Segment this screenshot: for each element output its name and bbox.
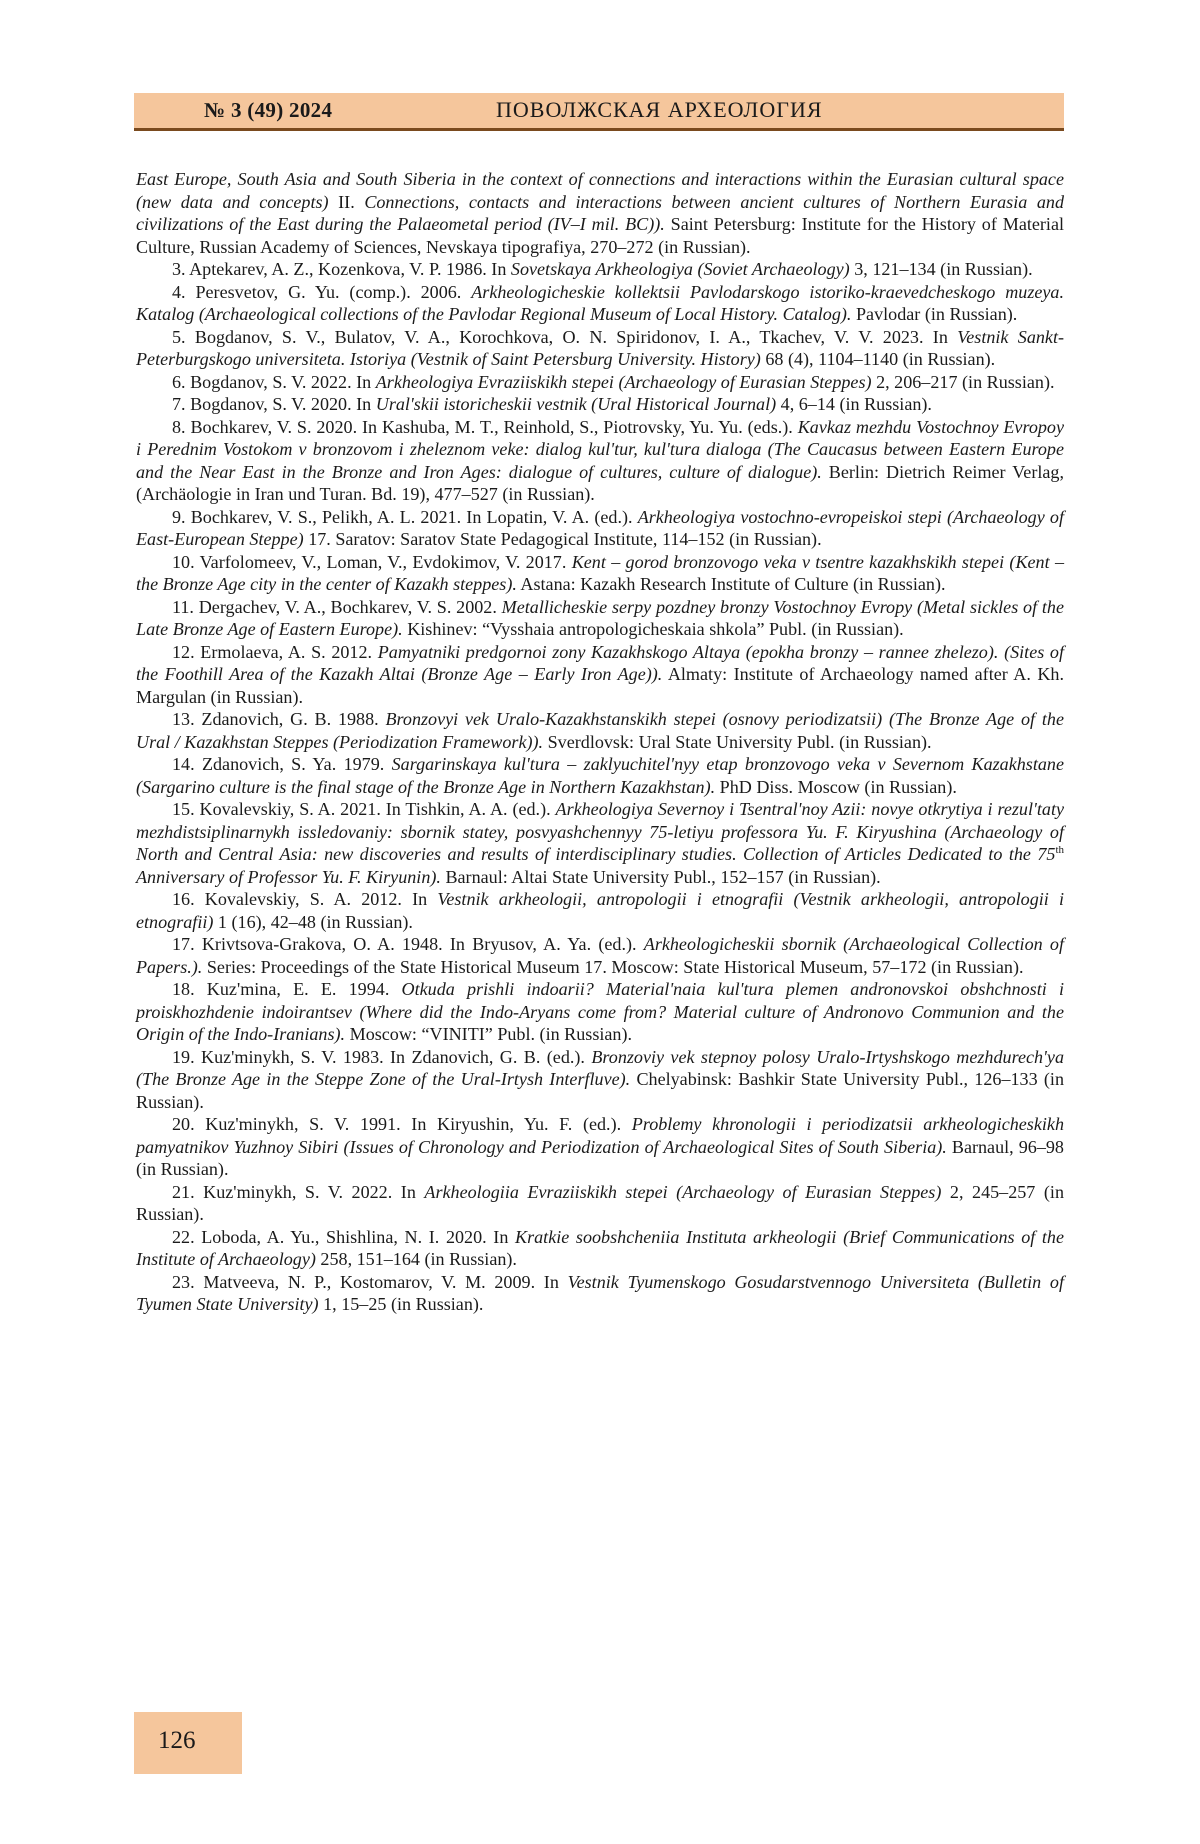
reference-text: Astana: Kazakh Research Institute of Culture (in Russian). [517, 574, 946, 594]
reference-text: 20. Kuz'minykh, S. V. 1991. In Kiryushin, Yu. F. (ed.). [172, 1114, 632, 1134]
reference-title: Sovetskaya Arkheologiya (Soviet Archaeology) [511, 259, 850, 279]
reference-text: 22. Loboda, A. Yu., Shishlina, N. I. 2020. In [172, 1227, 515, 1247]
reference-list [136, 168, 1064, 1316]
reference-text: 2, 245–257 (in Russian). [136, 1182, 1064, 1225]
page-number: 126 [158, 1727, 196, 1755]
page-number-box [134, 1712, 242, 1774]
reference-text: 8. Bochkarev, V. S. 2020. In Kashuba, M. T., Reinhold, S., Piotrovsky, Yu. Yu. (eds.). [172, 417, 798, 437]
reference-item [136, 416, 1064, 506]
reference-text: Barnaul, 96–98 (in Russian). [136, 1137, 1064, 1180]
reference-text: 5. Bogdanov, S. V., Bulatov, V. A., Korochkova, O. N. Spiridonov, I. A., Tkachev, V. V. 2023. In [172, 327, 957, 347]
reference-text: 18. Kuz'mina, E. E. 1994. [172, 979, 402, 999]
reference-text: PhD Diss. Moscow (in Russian). [715, 777, 957, 797]
reference-title: Arkheologicheskii sbornik (Archaeological Collection of Papers.). [136, 934, 1064, 977]
reference-text: 19. Kuz'minykh, S. V. 1983. In Zdanovich, G. B. (ed.). [172, 1047, 591, 1067]
reference-text: 15. Kovalevskiy, S. A. 2021. In Tishkin, A. A. (ed.). [172, 799, 556, 819]
reference-text: 9. Bochkarev, V. S., Pelikh, A. L. 2021. In Lopatin, V. A. (ed.). [172, 507, 638, 527]
reference-title: Vestnik Tyumenskogo Gosudarstvennogo Universiteta (Bulletin of Tyumen State University) [136, 1272, 1064, 1315]
reference-text: Kishinev: “Vysshaia antropologicheskaia shkola” Publ. (in Russian). [403, 619, 904, 639]
reference-item [136, 506, 1064, 551]
reference-item [136, 933, 1064, 978]
reference-text: Sverdlovsk: Ural State University Publ. (in Russian). [543, 732, 932, 752]
reference-title: East Europe, South Asia and South Siberia in the context of connections and interactions within the Eurasian cultural space (new data and concepts) [136, 169, 1064, 212]
reference-text: 4, 6–14 (in Russian). [776, 394, 932, 414]
reference-text: Series: Proceedings of the State Historical Museum 17. Moscow: State Historical Museum, 57–172 (in Russian). [202, 957, 1023, 977]
reference-item [136, 1271, 1064, 1316]
reference-text: Chelyabinsk: Bashkir State University Publ., 126–133 (in Russian). [136, 1069, 1064, 1112]
reference-item [136, 1181, 1064, 1226]
running-header [134, 93, 1064, 131]
reference-text: 12. Ermolaeva, A. S. 2012. [172, 642, 378, 662]
reference-text: 14. Zdanovich, S. Ya. 1979. [172, 754, 392, 774]
reference-item [136, 1113, 1064, 1181]
reference-text: 3, 121–134 (in Russian). [850, 259, 1033, 279]
superscript: th [1055, 844, 1064, 856]
reference-text: 4. Peresvetov, G. Yu. (comp.). 2006. [172, 282, 471, 302]
reference-text: 13. Zdanovich, G. B. 1988. [172, 709, 385, 729]
journal-title: ПОВОЛЖСКАЯ АРХЕОЛОГИЯ [496, 97, 823, 123]
reference-title: Bronzoviy vek stepnoy polosy Uralo-Irtyshskogo mezhdurech'ya (The Bronze Age in the Steppe Zone of the Ural-Irtysh Interfluve). [136, 1047, 1064, 1090]
reference-text: Berlin: Dietrich Reimer Verlag, (Archäologie in Iran und Turan. Bd. 19), 477–527 (in Russian). [136, 462, 1064, 505]
reference-item [136, 168, 1064, 258]
reference-text: 258, 151–164 (in Russian). [316, 1249, 517, 1269]
reference-title: Vestnik Sankt-Peterburgskogo universiteta. Istoriya (Vestnik of Saint Petersburg University. History) [136, 327, 1064, 370]
reference-item [136, 798, 1064, 888]
reference-text: 10. Varfolomeev, V., Loman, V., Evdokimov, V. 2017. [172, 552, 572, 572]
reference-item [136, 281, 1064, 326]
reference-title: Kent – gorod bronzovogo veka v tsentre kazakhskikh stepei (Kent – the Bronze Age city in the center of Kazakh steppes). [136, 552, 1064, 595]
reference-title: Anniversary of Professor Yu. F. Kiryunin). [136, 867, 441, 887]
reference-title: Kavkaz mezhdu Vostochnoy Evropoy i Perednim Vostokom v bronzovom i zheleznom veke: dialog kul'tur, kul'tura dialoga (The Caucasus between Eastern Europe and the Near East in the Bronze and Iron Ages: dialogue of cultures, culture of dialogue). [136, 417, 1064, 482]
issue-number: № 3 (49) 2024 [204, 98, 332, 123]
reference-text: Saint Petersburg: Institute for the History of Material Culture, Russian Academy of Sciences, Nevskaya tipografiya, 270–272 (in Russian). [136, 214, 1064, 257]
reference-text: 1, 15–25 (in Russian). [319, 1294, 484, 1314]
reference-item [136, 978, 1064, 1046]
reference-text: 23. Matveeva, N. P., Kostomarov, V. M. 2009. In [172, 1272, 568, 1292]
reference-item [136, 326, 1064, 371]
reference-item [136, 258, 1064, 281]
reference-item [136, 708, 1064, 753]
reference-text: 11. Dergachev, V. A., Bochkarev, V. S. 2002. [172, 597, 502, 617]
reference-text: 17. Krivtsova-Grakova, O. A. 1948. In Bryusov, A. Ya. (ed.). [172, 934, 644, 954]
reference-title: Arkheologicheskie kollektsii Pavlodarskogo istoriko-kraevedcheskogo muzeya. Katalog (Archaeological collections of the Pavlodar Regional Museum of Local History. Catalog). [136, 282, 1064, 325]
reference-text: Pavlodar (in Russian). [851, 304, 1017, 324]
reference-item [136, 371, 1064, 394]
reference-item [136, 753, 1064, 798]
reference-text: 16. Kovalevskiy, S. A. 2012. In [172, 889, 437, 909]
reference-text: 2, 206–217 (in Russian). [872, 372, 1055, 392]
reference-item [136, 641, 1064, 709]
reference-item [136, 888, 1064, 933]
reference-title: Metallicheskie serpy pozdney bronzy Vostochnoy Evropy (Metal sickles of the Late Bronze Age of Eastern Europe). [136, 597, 1064, 640]
reference-text: 7. Bogdanov, S. V. 2020. In [172, 394, 376, 414]
reference-item [136, 393, 1064, 416]
reference-title: Ural'skii istoricheskii vestnik (Ural Historical Journal) [376, 394, 776, 414]
reference-text: 3. Aptekarev, A. Z., Kozenkova, V. P. 1986. In [172, 259, 511, 279]
reference-text: Almaty: Institute of Archaeology named after A. Kh. Margulan (in Russian). [136, 664, 1064, 707]
reference-item [136, 1226, 1064, 1271]
reference-title: Arkheologiia Evraziiskikh stepei (Archaeology of Eurasian Steppes) [424, 1182, 941, 1202]
reference-title: Problemy khronologii i periodizatsii arkheologicheskikh pamyatnikov Yuzhnoy Sibiri (Issues of Chronology and Periodization of Archaeological Sites of South Siberia). [136, 1114, 1064, 1157]
reference-text: 68 (4), 1104–1140 (in Russian). [761, 349, 995, 369]
reference-text: 17. Saratov: Saratov State Pedagogical Institute, 114–152 (in Russian). [304, 529, 822, 549]
reference-text: 1 (16), 42–48 (in Russian). [213, 912, 413, 932]
reference-title: Arkheologiya Evraziiskikh stepei (Archaeology of Eurasian Steppes) [376, 372, 872, 392]
reference-text: 21. Kuz'minykh, S. V. 2022. In [172, 1182, 424, 1202]
reference-title: Sargarinskaya kul'tura – zaklyuchitel'nyy etap bronzovogo veka v Severnom Kazakhstane (Sargarino culture is the final stage of the Bronze Age in Northern Kazakhstan). [136, 754, 1064, 797]
reference-title: Pamyatniki predgornoi zony Kazakhskogo Altaya (epokha bronzy – rannee zhelezo). (Sites of the Foothill Area of the Kazakh Altai (Bronze Age – Early Iron Age)). [136, 642, 1064, 685]
reference-text: 6. Bogdanov, S. V. 2022. In [172, 372, 376, 392]
reference-title: Vestnik arkheologii, antropologii i etnografii (Vestnik arkheologii, antropologii i etnografii) [136, 889, 1064, 932]
reference-title: Arkheologiya Severnoy i Tsentral'noy Azii: novye otkrytiya i rezul'taty mezhdistsiplinarnykh issledovaniy: sbornik statey, posvyashchennyy 75-letiyu professora Yu. F. Kiryushina (Archaeology of North and Central Asia: new discoveries and results of interdisciplinary studies. Collection of Articles Dedicated to the 75 [136, 799, 1064, 864]
reference-item [136, 1046, 1064, 1114]
reference-text: Barnaul: Altai State University Publ., 152–157 (in Russian). [441, 867, 881, 887]
reference-text: Moscow: “VINITI” Publ. (in Russian). [345, 1024, 632, 1044]
reference-title: Otkuda prishli indoarii? Material'naia kul'tura plemen andronovskoi obshchnosti i proiskhozhdenie indoirantsev (Where did the Indo-Aryans come from? Material culture of Andronovo Communion and the Origin of the Indo-Iranians). [136, 979, 1064, 1044]
reference-title: Kratkie soobshcheniia Instituta arkheologii (Brief Communications of the Institute of Archaeology) [136, 1227, 1064, 1270]
reference-title: Connections, contacts and interactions between ancient cultures of Northern Eurasia and civilizations of the East during the Palaeometal period (IV–I mil. BC)). [136, 192, 1064, 235]
reference-title: Arkheologiya vostochno-evropeiskoi stepi (Archaeology of East-European Steppe) [136, 507, 1064, 550]
reference-item [136, 596, 1064, 641]
reference-item [136, 551, 1064, 596]
reference-title: Bronzovyi vek Uralo-Kazakhstanskikh stepei (osnovy periodizatsii) (The Bronze Age of the Ural / Kazakhstan Steppes (Periodization Framework)). [136, 709, 1064, 752]
reference-text: II. [329, 192, 365, 212]
